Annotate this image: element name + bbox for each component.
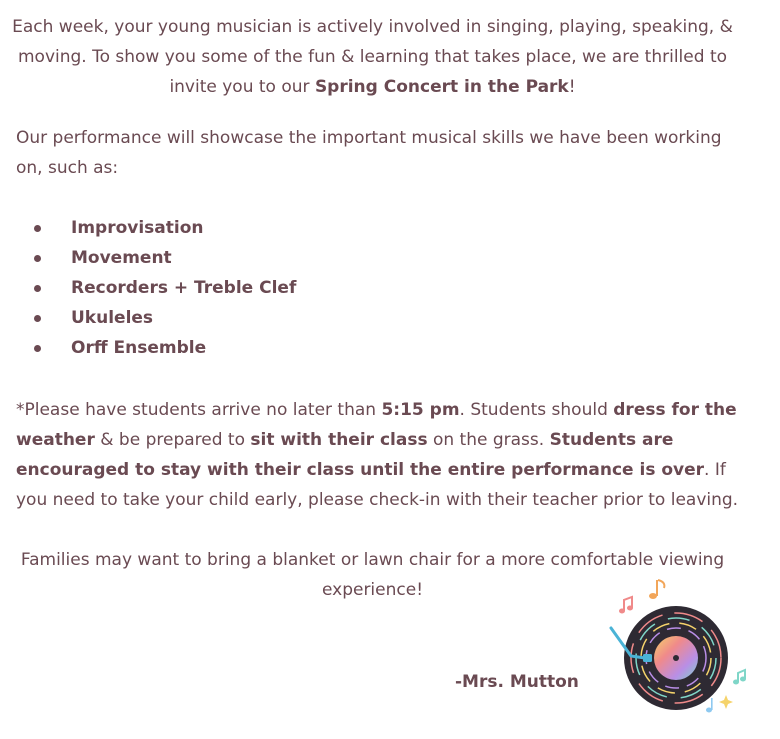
notice-text: on the grass.: [427, 430, 550, 450]
intro-text: Each week, your young musician is actively involved in singing, playing, speaking, & moving. To show you some of the fun & learning that takes place, we are thrilled to invite you to our: [12, 17, 733, 97]
music-note-icon: [733, 670, 746, 685]
skill-item: Improvisation: [0, 213, 296, 243]
showcase-paragraph: Our performance will showcase the important musical skills we have been working on, such as:: [16, 128, 722, 178]
event-name: Spring Concert in the Park: [314, 77, 569, 97]
music-note-icon: [706, 698, 713, 713]
notice-text: *Please have students arrive no later than: [16, 400, 382, 420]
skills-list: [0, 213, 296, 363]
sit-instruction: sit with their class: [250, 430, 428, 450]
notice-text: . Students should: [459, 400, 614, 420]
intro-paragraph: [0, 12, 745, 102]
music-note-icon: [649, 580, 664, 599]
signature: -Mrs. Mutton: [455, 672, 579, 692]
skill-item: Ukuleles: [0, 303, 296, 333]
notice-text: & be prepared to: [94, 430, 251, 450]
sparkle-icon: [719, 695, 733, 709]
skill-item: Movement: [0, 243, 296, 273]
stay-instruction: Students are encouraged to stay with their class until the entire performance is over: [16, 430, 705, 480]
arrival-time: 5:15 pm: [381, 400, 460, 420]
dress-instruction: dress for the weather: [16, 400, 737, 450]
families-paragraph: Families may want to bring a blanket or lawn chair for a more comfortable viewing experience!: [20, 550, 725, 600]
intro-exclamation: !: [568, 77, 576, 97]
vinyl-record-icon: [603, 578, 753, 718]
notice-text: . If you need to take your child early, please check-in with their teacher prior to leaving.: [16, 460, 739, 510]
skill-item: Orff Ensemble: [0, 333, 296, 363]
music-note-icon: [619, 597, 633, 614]
skill-item: Recorders + Treble Clef: [0, 273, 296, 303]
arrival-notice: [16, 395, 746, 515]
